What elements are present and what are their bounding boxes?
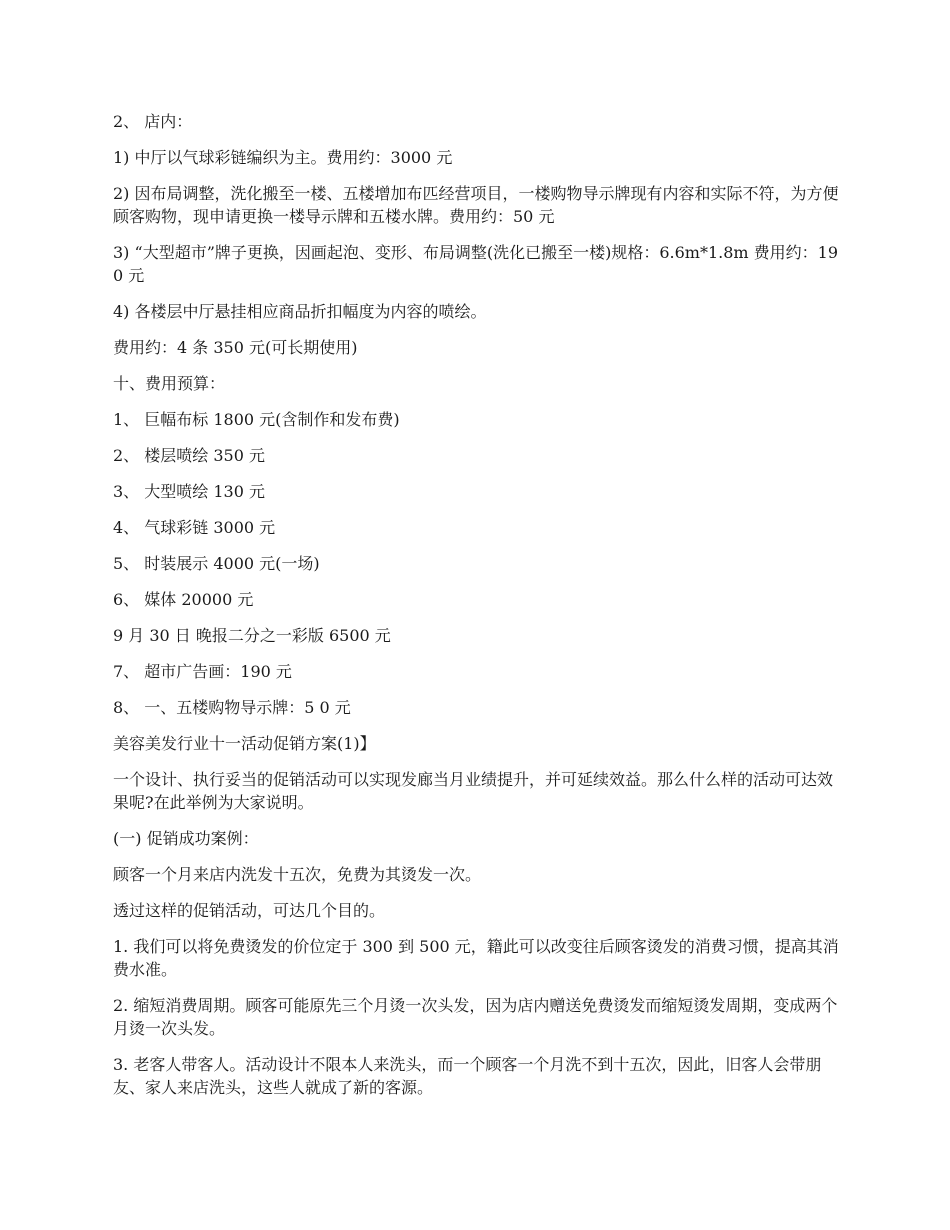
paragraph-item-4: 4) 各楼层中厅悬挂相应商品折扣幅度为内容的喷绘。 [113,302,487,321]
budget-item-7: 7、 超市广告画：190 元 [113,662,292,681]
budget-item-4: 4、 气球彩链 3000 元 [113,518,276,537]
paragraph-item-3: 3) “大型超市”牌子更换，因画起泡、变形、布局调整(洗化已搬至一楼)规格：6.6m*1.8m 费用约：190 元 [113,243,839,285]
budget-item-8: 8、 一、五楼购物导示牌：5 0 元 [113,698,351,717]
paragraph-item-1: 1) 中厅以气球彩链编织为主。费用约：3000 元 [113,148,453,167]
paragraph-intro: 一个设计、执行妥当的促销活动可以实现发廊当月业绩提升，并可延续效益。那么什么样的活动可达效果呢?在此举例为大家说明。 [113,770,834,812]
document-body [113,110,843,1112]
paragraph-item-2: 2) 因布局调整，洗化搬至一楼、五楼增加布匹经营项目，一楼购物导示牌现有内容和实际不符，为方便顾客购物，现申请更换一楼导示牌和五楼水牌。费用约：50 元 [113,184,839,226]
budget-item-2: 2、 楼层喷绘 350 元 [113,446,265,465]
budget-item-5: 5、 时装展示 4000 元(一场) [113,554,320,573]
paragraph-cost-note: 费用约：4 条 350 元(可长期使用) [113,338,358,357]
section-title-beauty-salon: 美容美发行业十一活动促销方案(1)】 [113,734,376,753]
section-heading-budget: 十、费用预算： [113,374,226,393]
section-heading-success-case: (一) 促销成功案例： [113,829,259,848]
budget-item-3: 3、 大型喷绘 130 元 [113,482,265,501]
goal-item-2: 2. 缩短消费周期。顾客可能原先三个月烫一次头发，因为店内赠送免费烫发而缩短烫发周期，变成两个月烫一次头发。 [113,996,838,1038]
budget-item-6-detail: 9 月 30 日 晚报二分之一彩版 6500 元 [113,626,391,645]
section-heading-in-store: 2、 店内： [113,112,193,131]
budget-item-6: 6、 媒体 20000 元 [113,590,254,609]
goal-item-3: 3. 老客人带客人。活动设计不限本人来洗头，而一个顾客一个月洗不到十五次，因此，旧客人会带朋友、家人来店洗头，这些人就成了新的客源。 [113,1055,822,1097]
paragraph-goals-intro: 透过这样的促销活动，可达几个目的。 [113,901,386,920]
goal-item-1: 1. 我们可以将免费烫发的价位定于 300 到 500 元，籍此可以改变往后顾客烫发的消费习惯，提高其消费水准。 [113,937,839,979]
budget-item-1: 1、 巨幅布标 1800 元(含制作和发布费) [113,410,400,429]
paragraph-case-description: 顾客一个月来店内洗发十五次，免费为其烫发一次。 [113,865,482,884]
